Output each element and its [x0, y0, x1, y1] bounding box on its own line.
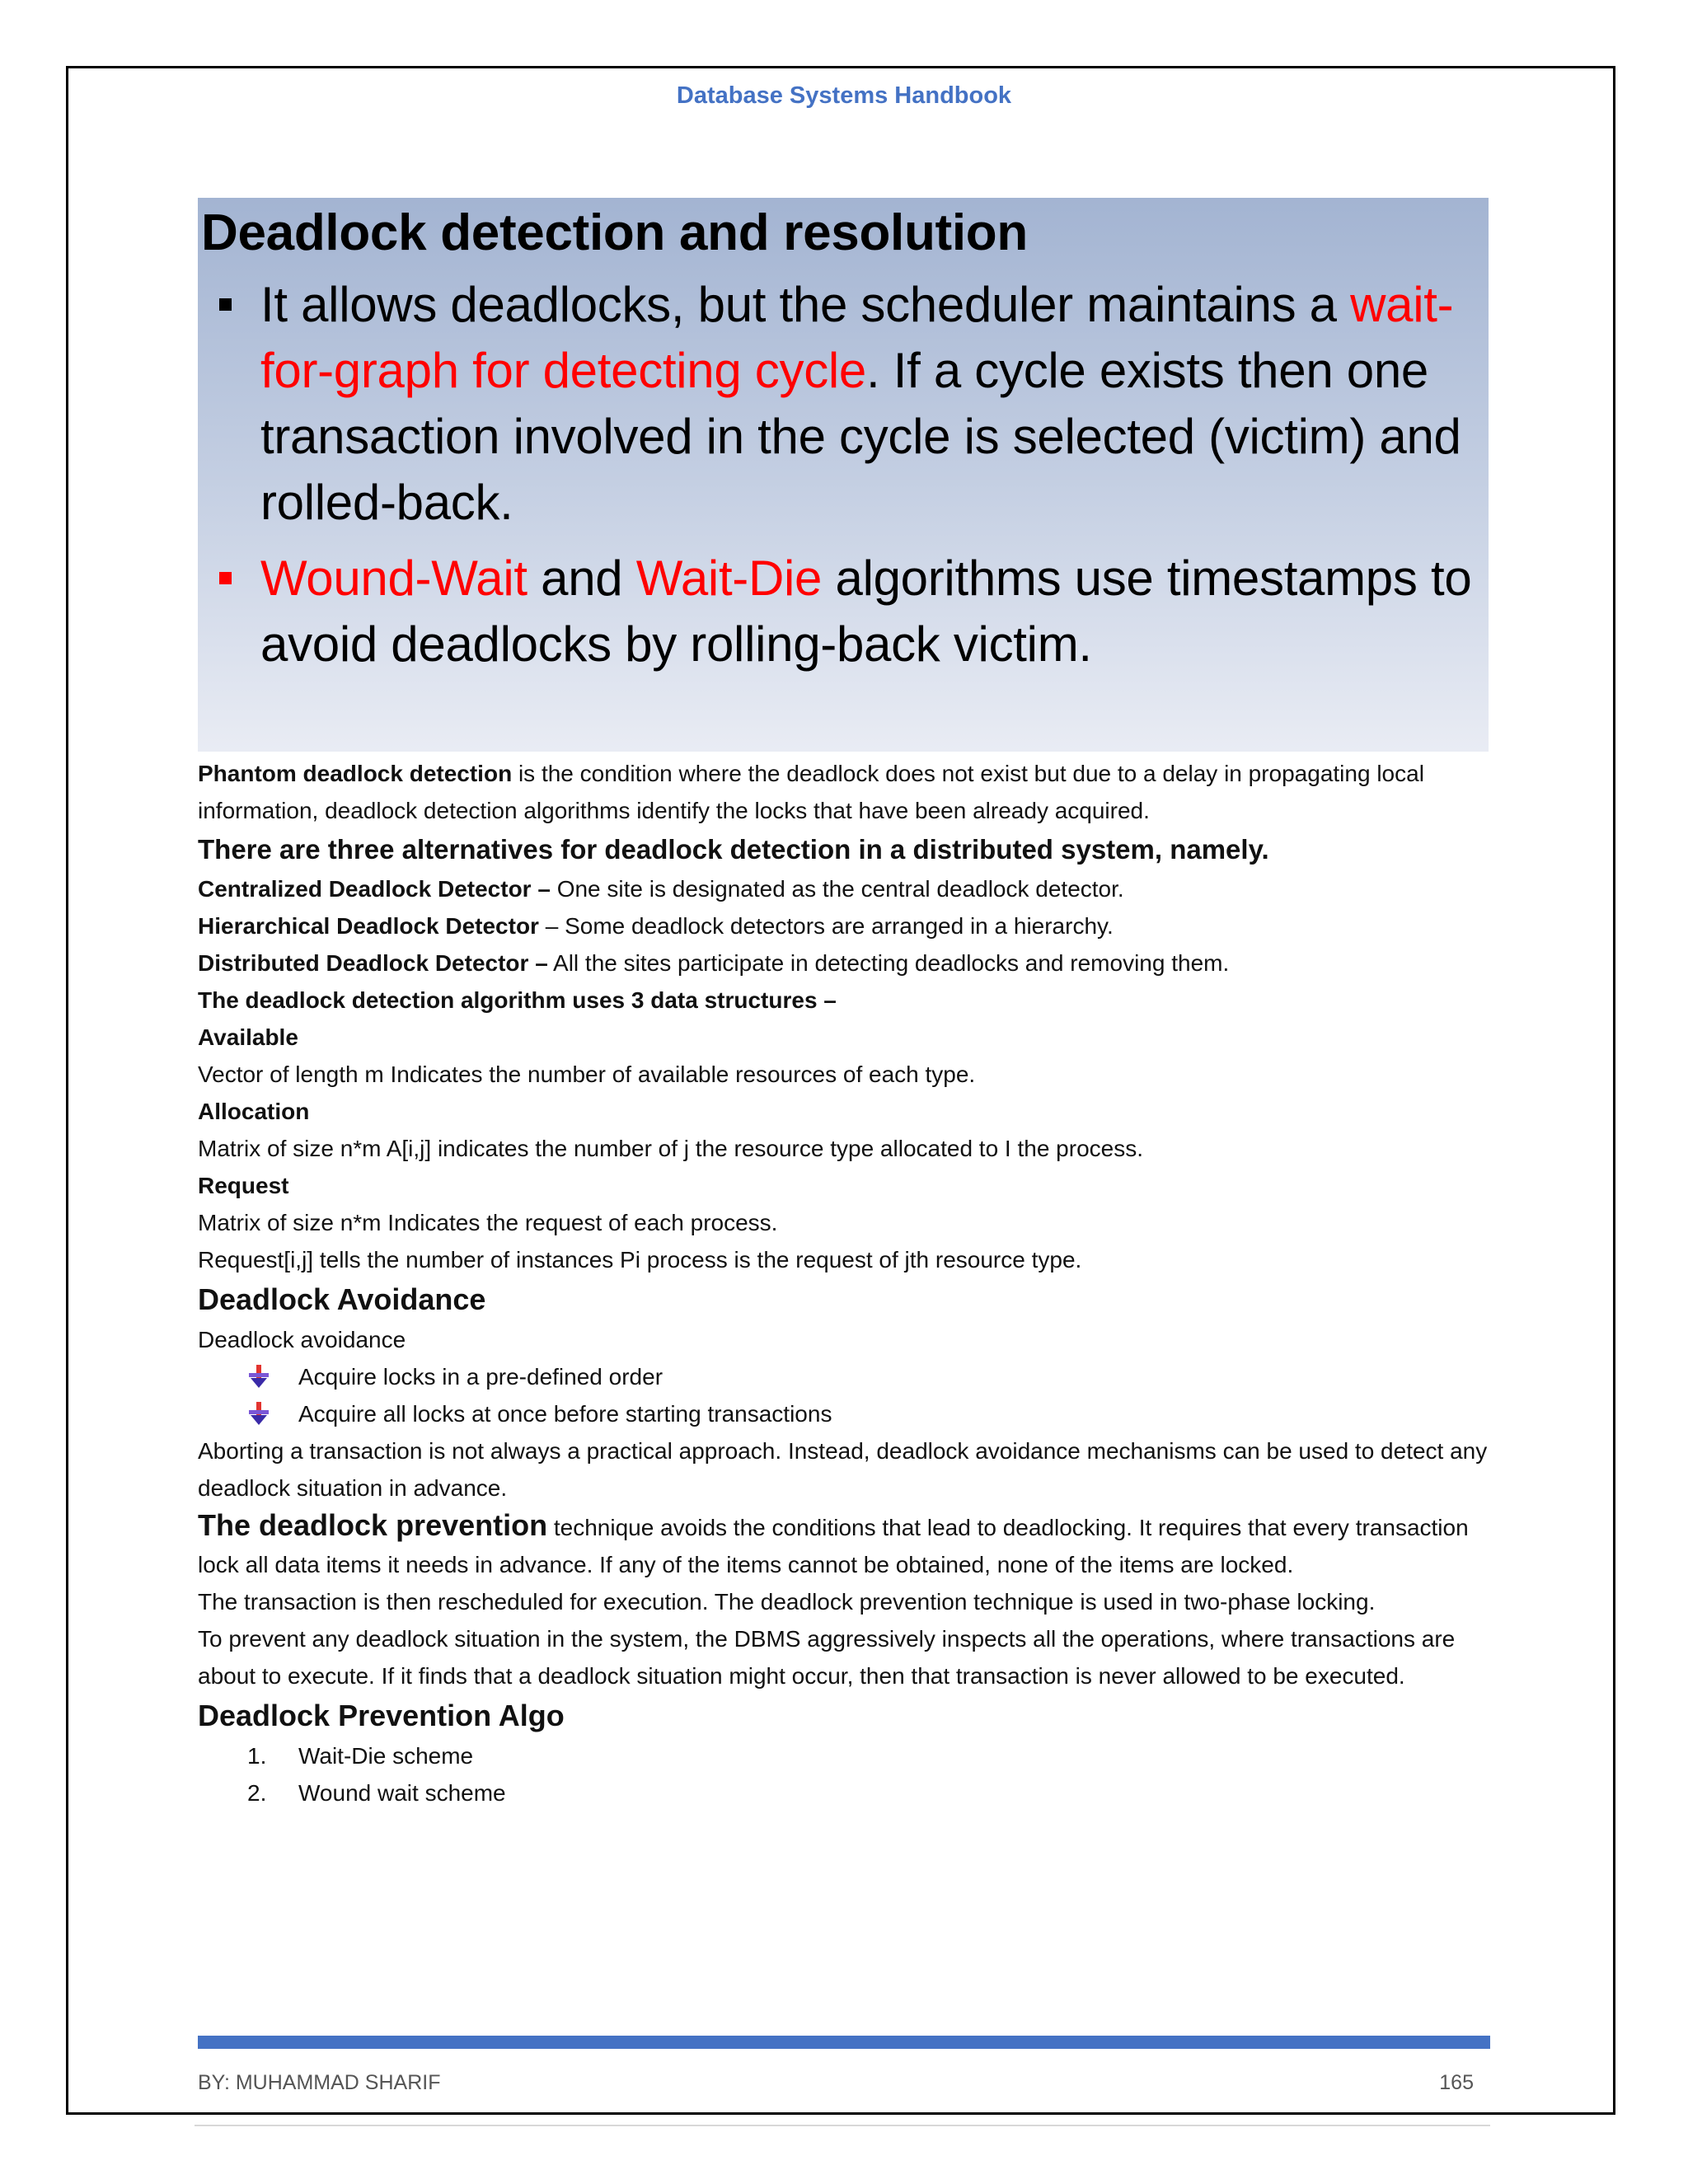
request-text-2: Request[i,j] tells the number of instances Pi process is the request of jth resource type.	[198, 1247, 1082, 1272]
phantom-paragraph	[198, 755, 1489, 829]
prevention-paragraph	[198, 1507, 1489, 1583]
arrow-down-bullet-icon	[247, 1400, 270, 1427]
centralized-term: Centralized Deadlock Detector –	[198, 876, 551, 902]
footer-page-number: 165	[1439, 2071, 1474, 2094]
list-item-number: 1.	[247, 1743, 267, 1769]
slide-title: Deadlock detection and resolution	[201, 204, 1028, 261]
page-header-title: Database Systems Handbook	[676, 82, 1012, 109]
prevention-term: The deadlock prevention	[198, 1508, 548, 1542]
available-text: Vector of length m Indicates the number of available resources of each type.	[198, 1062, 976, 1087]
prevention-algo-list	[198, 1737, 1489, 1811]
slide-bullet-2	[201, 546, 1489, 677]
hierarchical-item	[198, 907, 1489, 944]
avoidance-heading: Deadlock Avoidance	[198, 1282, 486, 1316]
distributed-item	[198, 944, 1489, 982]
slide-bullet-1-highlight: wait-for-graph for detecting cycle	[260, 277, 1454, 398]
request-text-1: Matrix of size n*m Indicates the request of each process.	[198, 1210, 778, 1235]
request-label: Request	[198, 1173, 289, 1198]
allocation-label: Allocation	[198, 1099, 310, 1124]
square-bullet-icon	[219, 572, 232, 584]
avoidance-intro: Deadlock avoidance	[198, 1327, 406, 1352]
list-item	[247, 1358, 1489, 1395]
distributed-term: Distributed Deadlock Detector –	[198, 950, 548, 976]
prevent-paragraph: To prevent any deadlock situation in the system, the DBMS aggressively inspects all the operations, where transactions are about to execute. If it finds that a deadlock situation might occur, then that transaction is never allowed to be executed.	[198, 1626, 1456, 1689]
slide-image	[198, 198, 1489, 752]
avoidance-item-label: Acquire locks in a pre-defined order	[298, 1364, 663, 1390]
distributed-text: All the sites participate in detecting deadlocks and removing them.	[547, 950, 1230, 976]
rescheduled-paragraph: The transaction is then rescheduled for execution. The deadlock prevention technique is used in two-phase locking.	[198, 1589, 1376, 1615]
list-item	[247, 1395, 1489, 1432]
list-item	[247, 1737, 1489, 1774]
prevention-text: technique avoids the conditions that lead to deadlocking. It requires that every transaction lock all data items it needs in advance. If any of the items cannot be obtained, none of the items are locked.	[198, 1515, 1469, 1577]
slide-bullet-1	[201, 272, 1489, 536]
aborting-paragraph: Aborting a transaction is not always a practical approach. Instead, deadlock avoidance mechanisms can be used to detect any deadlock situation in advance.	[198, 1438, 1488, 1501]
centralized-text: One site is designated as the central deadlock detector.	[550, 876, 1124, 902]
prevention-algo-heading: Deadlock Prevention Algo	[198, 1699, 565, 1732]
document-body	[198, 755, 1489, 1811]
footer-author: BY: MUHAMMAD SHARIF	[198, 2071, 441, 2094]
bottom-rule	[195, 2125, 1490, 2126]
slide-bullet-2-highlight-1: Wound-Wait	[260, 551, 528, 606]
slide-bullet-2-mid: and	[527, 551, 636, 606]
hierarchical-text: – Some deadlock detectors are arranged in a hierarchy.	[538, 913, 1114, 939]
phantom-text: is the condition where the deadlock does not exist but due to a delay in propagating local information, deadlock detection algorithms identify the locks that have been already acquired.	[198, 761, 1424, 823]
hierarchical-term: Hierarchical Deadlock Detector	[198, 913, 539, 939]
centralized-item	[198, 870, 1489, 907]
list-item-label: Wound wait scheme	[298, 1780, 506, 1806]
slide-bullet-1-text-b: . If a cycle exists then one transaction involved in the cycle is selected (victim) and rolled-back.	[260, 343, 1461, 530]
slide-bullet-2-rest: algorithms use timestamps to avoid deadlocks by rolling-back victim.	[260, 551, 1472, 672]
slide-bullet-2-highlight-2: Wait-Die	[635, 551, 823, 606]
list-item	[247, 1774, 1489, 1811]
list-item-label: Wait-Die scheme	[298, 1743, 474, 1769]
available-label: Available	[198, 1024, 298, 1050]
footer-bar	[198, 2036, 1490, 2049]
algo-heading: The deadlock detection algorithm uses 3 data structures –	[198, 987, 837, 1013]
avoidance-list	[198, 1358, 1489, 1432]
allocation-text: Matrix of size n*m A[i,j] indicates the number of j the resource type allocated to I the process.	[198, 1136, 1144, 1161]
list-item-number: 2.	[247, 1780, 267, 1806]
square-bullet-icon	[219, 298, 232, 311]
alternatives-heading: There are three alternatives for deadlock detection in a distributed system, namely.	[198, 834, 1269, 865]
slide-bullet-1-text-a: It allows deadlocks, but the scheduler maintains a	[260, 277, 1351, 332]
phantom-term: Phantom deadlock detection	[198, 761, 513, 786]
avoidance-item-label: Acquire all locks at once before starting transactions	[298, 1401, 832, 1427]
arrow-down-bullet-icon	[247, 1363, 270, 1390]
